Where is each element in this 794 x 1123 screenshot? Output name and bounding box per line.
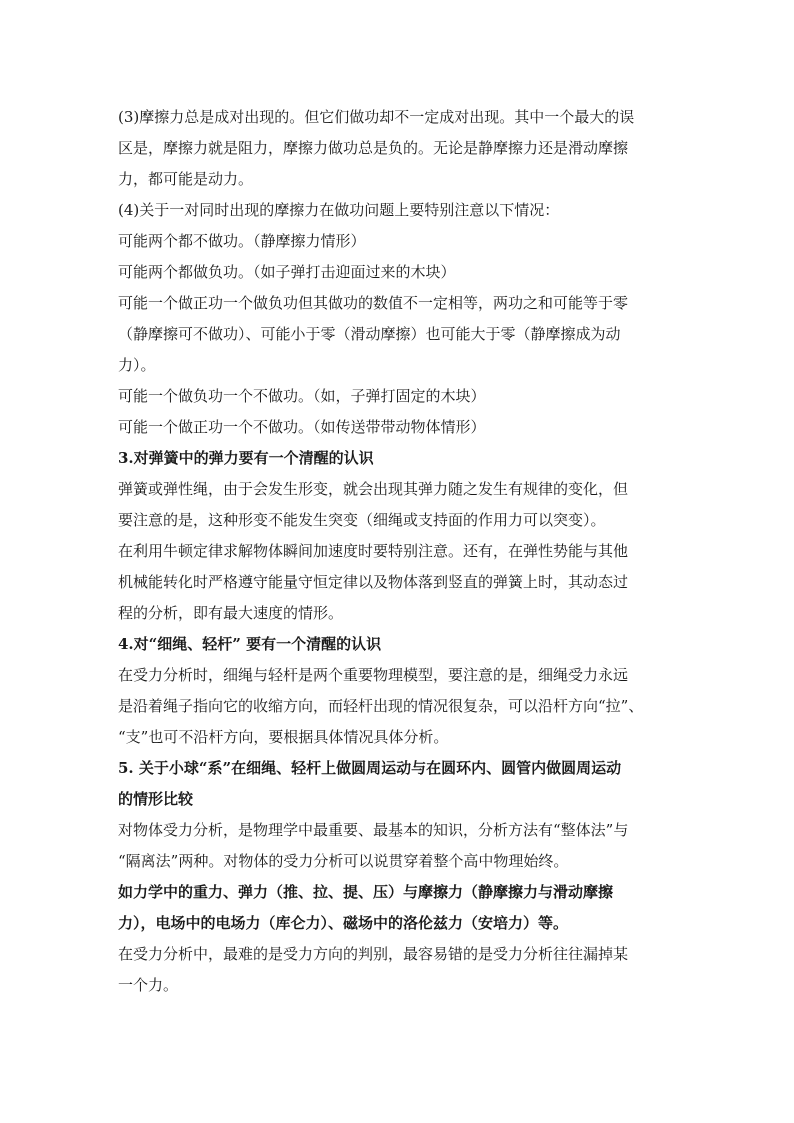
paragraph-line: 力，都可能是动力。	[118, 170, 254, 188]
paragraph-line: 弹簧或弹性绳，由于会发生形变，就会出现其弹力随之发生有规律的变化，但	[118, 480, 629, 498]
paragraph-line: 在受力分析时，细绳与轻杆是两个重要物理模型，要注意的是，细绳受力永远	[118, 666, 629, 684]
paragraph-line: 要注意的是，这种形变不能发生突变（细绳或支持面的作用力可以突变）。	[118, 511, 606, 529]
paragraph-line: 可能一个做正功一个不做功。（如传送带带动物体情形）	[118, 418, 486, 436]
paragraph-line: 对物体受力分析，是物理学中最重要、最基本的知识，分析方法有“整体法”与	[118, 821, 629, 839]
heading-line: 3.对弹簧中的弹力要有一个清醒的认识	[118, 449, 374, 467]
paragraph-line: （静摩擦可不做功）、可能小于零（滑动摩擦）也可能大于零（静摩擦成为动	[118, 325, 621, 343]
paragraph-line: 可能两个都不做功。（静摩擦力情形）	[118, 232, 366, 250]
heading-line: 力），电场中的电场力（库仑力）、磁场中的洛伦兹力（安培力）等。	[118, 914, 569, 932]
heading-line: 4.对“细绳、轻杆” 要有一个清醒的认识	[118, 635, 382, 653]
paragraph-line: 力）。	[118, 356, 156, 374]
heading-line: 5. 关于小球“系”在细绳、轻杆上做圆周运动与在圆环内、圆管内做圆周运动	[118, 759, 622, 777]
paragraph-line: “支”也可不沿杆方向，要根据具体情况具体分析。	[118, 728, 449, 746]
paragraph-line: 是沿着绳子指向它的收缩方向，而轻杆出现的情况很复杂，可以沿杆方向“拉”、	[118, 697, 644, 715]
paragraph-line: 在受力分析中，最难的是受力方向的判别，最容易错的是受力分析往往漏掉某	[118, 945, 629, 963]
paragraph-line: 可能两个都做负功。（如子弹打击迎面过来的木块）	[118, 263, 456, 281]
paragraph-line: 可能一个做正功一个做负功但其做功的数值不一定相等，两功之和可能等于零	[118, 294, 629, 312]
paragraph-line: 可能一个做负功一个不做功。（如，子弹打固定的木块）	[118, 387, 486, 405]
heading-line: 的情形比较	[118, 790, 194, 808]
paragraph-line: 程的分析，即有最大速度的情形。	[118, 604, 344, 622]
paragraph-line: 机械能转化时严格遵守能量守恒定律以及物体落到竖直的弹簧上时，其动态过	[118, 573, 629, 591]
paragraph-line: “隔离法”两种。对物体的受力分析可以说贯穿着整个高中物理始终。	[118, 852, 569, 870]
paragraph-line: (4)关于一对同时出现的摩擦力在做功问题上要特别注意以下情况：	[118, 201, 560, 219]
paragraph-line: 在利用牛顿定律求解物体瞬间加速度时要特别注意。还有，在弹性势能与其他	[118, 542, 629, 560]
paragraph-line: 区是，摩擦力就是阻力，摩擦力做功总是负的。无论是静摩擦力还是滑动摩擦	[118, 139, 629, 157]
paragraph-line: 一个力。	[118, 976, 179, 994]
heading-line: 如力学中的重力、弹力（推、拉、提、压）与摩擦力（静摩擦力与滑动摩擦	[118, 883, 614, 901]
paragraph-line: (3)摩擦力总是成对出现的。但它们做功却不一定成对出现。其中一个最大的误	[118, 108, 635, 126]
document-body	[118, 102, 680, 1001]
